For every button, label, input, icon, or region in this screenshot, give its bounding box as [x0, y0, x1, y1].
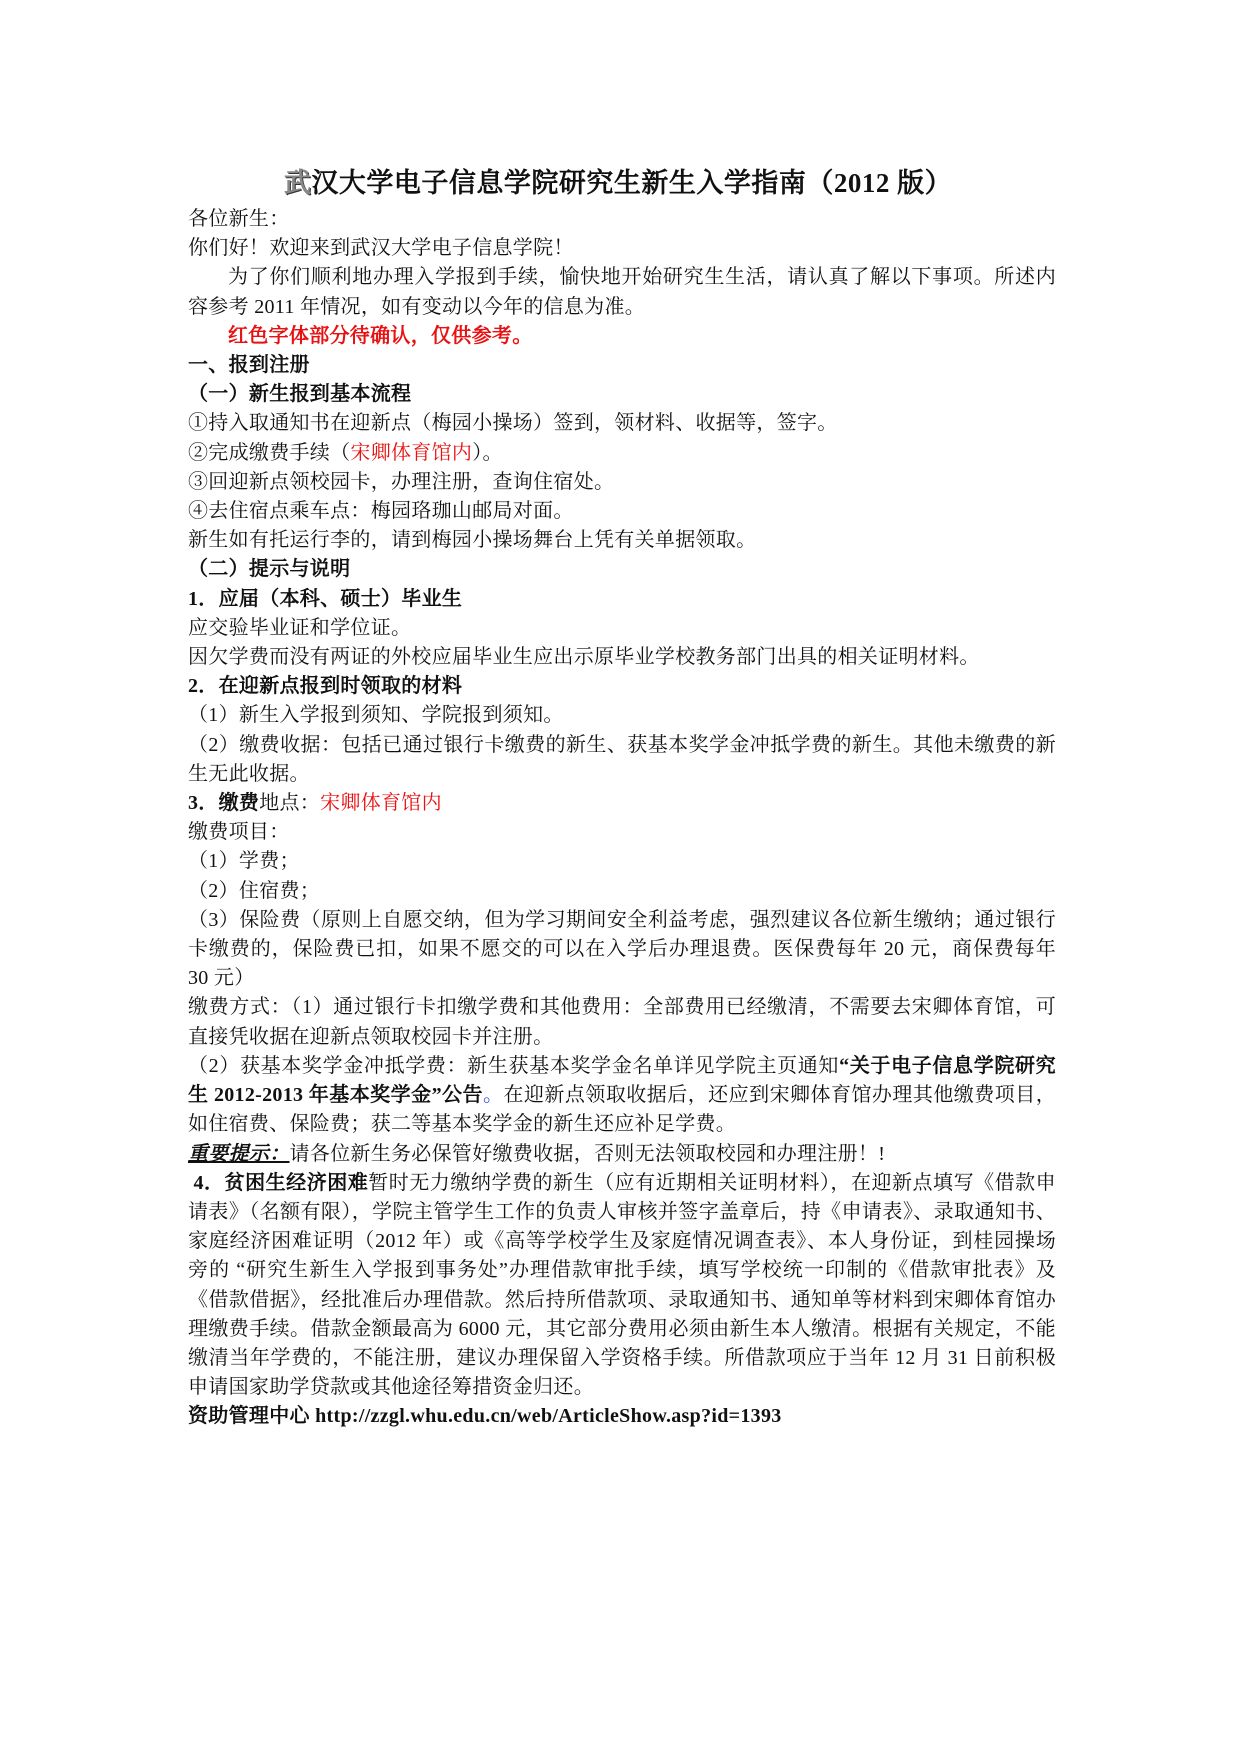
method-2-text: （2）获基本奖学金冲抵学费：新生获基本奖学金名单详见学院主页通知	[188, 1054, 840, 1077]
subheading-tips: （二）提示与说明	[188, 558, 351, 581]
step-2-end: ）。	[472, 441, 503, 464]
important-notice	[188, 1140, 1056, 1169]
method-2-period: 。	[483, 1084, 504, 1107]
greeting: 各位新生：	[188, 208, 290, 230]
step-1: ①持入取通知书在迎新点（梅园小操场）签到，领材料、收据等，签字。	[188, 412, 838, 435]
fee-item-2: （2）住宿费；	[188, 879, 321, 902]
document-title	[180, 163, 1056, 203]
scholarship-notice-title: “关于电子信息学院研究生 2012-2013 年基本奖学金”公告	[188, 1054, 1056, 1107]
item-4-text: 暂时无力缴纳学费的新生（应有近期相关证明材料），在迎新点填写《借款申请表》（名额有限），学院主管学生工作的负责人审核并签字盖章后，持《申请表》、录取通知书、家庭经济困难证明（2012 年）或《高等学校学生及家庭情况调查表》、本人身份证，到桂园操场旁的 “研究生新生入学报到事务处”办理借款审批手续，填写学校统一印制的《借款审批表》及《借款借据》，经批准后办理借款。然后持所借款项、录取通知书、通知单等材料到宋卿体育馆办理缴费手续。借款金额最高为 6000 元，其它部分费用必须由新生本人缴清。根据有关规定，不能缴清当年学费的，不能注册，建议办理保留入学资格手续。所借款项应于当年 12 月 31 日前积极申请国家助学贷款或其他途径筹措资金归还。	[188, 1171, 1056, 1399]
payment-method-1: 缴费方式：（1）通过银行卡扣缴学费和其他费用：全部费用已经缴清，不需要去宋卿体育馆，可直接凭收据在迎新点领取校园卡并注册。	[188, 996, 1056, 1048]
item-2-heading: 2．在迎新点报到时领取的材料	[188, 675, 463, 698]
step-2-location: 宋卿体育馆内	[350, 441, 473, 464]
item-3-heading-bold: 3．缴费	[188, 792, 260, 815]
step-3: ③回迎新点领校园卡，办理注册，查询住宿处。	[188, 470, 615, 493]
item-3-heading	[188, 789, 1056, 818]
intro-paragraph: 为了你们顺利地办理入学报到手续，愉快地开始研究生生活，请认真了解以下事项。所述内容参考 2011 年情况，如有变动以今年的信息为准。	[188, 266, 1056, 318]
item-2-line-1: （1）新生入学报到须知、学院报到须知。	[188, 704, 564, 727]
title-text: 汉大学电子信息学院研究生新生入学指南（2012 版）	[311, 168, 953, 198]
item-2-line-2: （2）缴费收据：包括已通过银行卡缴费的新生、获基本奖学金冲抵学费的新生。其他未缴费的新生无此收据。	[188, 733, 1056, 785]
payment-method-2	[188, 1052, 1056, 1140]
item-1-line-2: 因欠学费而没有两证的外校应届毕业生应出示原毕业学校教务部门出具的相关证明材料。	[188, 646, 980, 669]
step-4: ④去住宿点乘车点：梅园珞珈山邮局对面。	[188, 500, 574, 523]
item-3-heading-label: 地点：	[259, 792, 321, 815]
important-text: 请各位新生务必保管好缴费收据，否则无法领取校园和办理注册！!	[289, 1142, 886, 1165]
section-heading-registration: 一、报到注册	[188, 354, 310, 377]
item-4-heading: 4．贫困生经济困难	[193, 1171, 369, 1194]
item-4-paragraph	[188, 1169, 1056, 1403]
item-3-location: 宋卿体育馆内	[320, 792, 442, 815]
item-1-heading: 1．应届（本科、硕士）毕业生	[188, 587, 463, 610]
step-2-text: ②完成缴费手续（	[188, 441, 351, 464]
funding-center-link	[188, 1402, 1056, 1431]
title-first-char: 武	[283, 168, 312, 198]
method-2-rest: 在迎新点领取收据后，还应到宋卿体育馆办理其他缴费项目，如住宿费、保险费；获二等基本奖学金的新生还应补足学费。	[188, 1084, 1056, 1136]
fee-item-1: （1）学费；	[188, 850, 300, 873]
fee-item-3: （3）保险费（原则上自愿交纳，但为学习期间安全利益考虑，强烈建议各位新生缴纳；通过银行卡缴费的，保险费已扣，如果不愿交的可以在入学后办理退费。医保费每年 20 元，商保费每年 30 元）	[188, 908, 1056, 990]
document-page	[188, 163, 1056, 1432]
funding-center-label: 资助管理中心	[188, 1405, 316, 1428]
important-label: 重要提示：	[188, 1142, 290, 1165]
luggage-note: 新生如有托运行李的，请到梅园小操场舞台上凭有关单据领取。	[188, 529, 757, 552]
item-1-line-1: 应交验毕业证和学位证。	[188, 616, 412, 639]
subheading-basic-process: （一）新生报到基本流程	[188, 383, 412, 406]
step-2	[188, 439, 1056, 468]
fee-items-label: 缴费项目：	[188, 821, 290, 844]
welcome: 你们好！欢迎来到武汉大学电子信息学院！	[188, 237, 574, 260]
funding-center-url[interactable]: http://zzgl.whu.edu.cn/web/ArticleShow.asp?id=1393	[315, 1405, 782, 1428]
red-note: 红色字体部分待确认，仅供参考。	[228, 324, 533, 347]
